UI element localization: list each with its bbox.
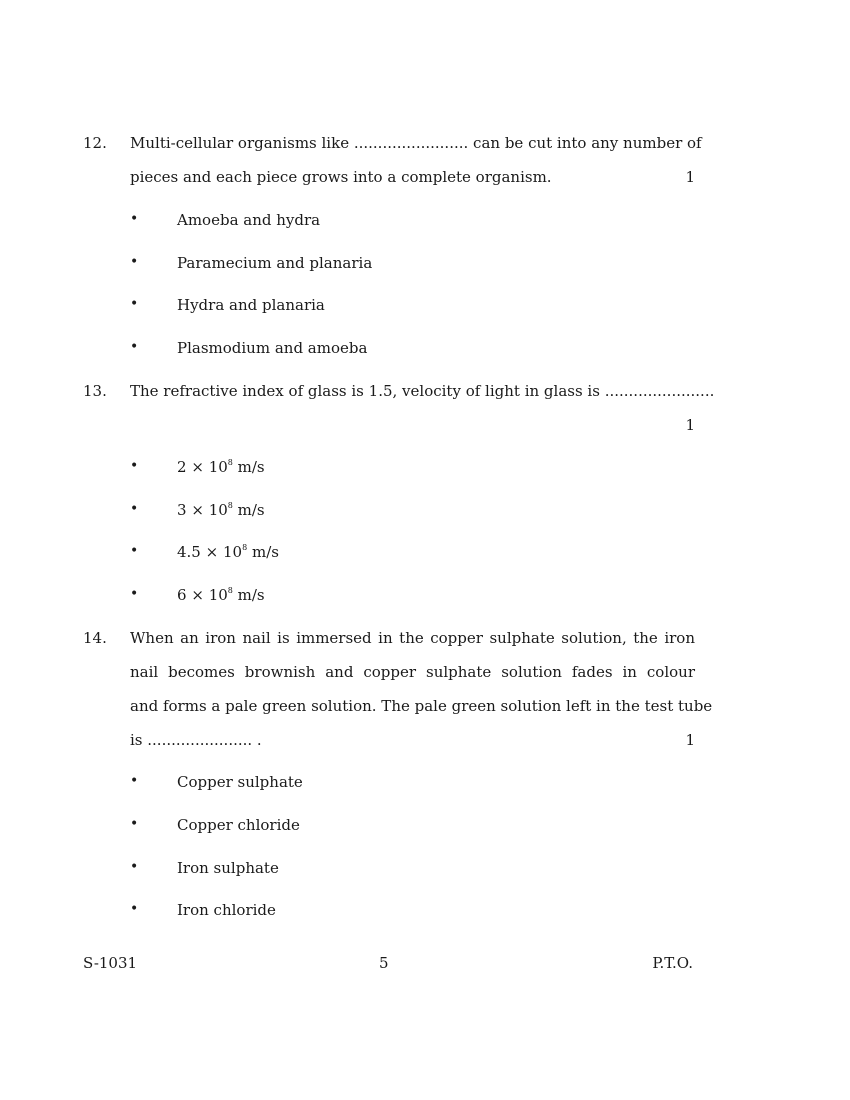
base: 10 [208, 586, 228, 604]
unit: m/s [237, 586, 265, 604]
exponent: 8 [227, 501, 233, 510]
question-text-line: When an iron nail is immersed in the copper sulphate solution, the iron [130, 629, 695, 647]
option-text [177, 586, 265, 604]
option-text [177, 501, 265, 519]
unit: m/s [251, 543, 279, 561]
option-text: Iron chloride [177, 901, 276, 919]
coefficient: 3 [177, 501, 187, 519]
bullet-icon: • [130, 458, 139, 474]
bullet-icon: • [130, 816, 139, 832]
times-sign: × [191, 458, 204, 476]
question-text-line: The refractive index of glass is 1.5, velocity of light in glass is ....................... [130, 382, 715, 400]
times-sign: × [205, 543, 219, 561]
option-text: Amoeba and hydra [177, 211, 321, 229]
page-number: 5 [379, 954, 389, 972]
bullet-icon: • [130, 254, 139, 270]
unit: m/s [237, 458, 265, 476]
option-text: Copper sulphate [177, 773, 303, 791]
coefficient: 6 [177, 586, 187, 604]
bullet-icon: • [130, 339, 139, 355]
option-text [177, 458, 265, 476]
exponent: 8 [227, 586, 233, 595]
bullet-icon: • [130, 586, 139, 602]
pto-note: P.T.O. [652, 954, 693, 972]
option-text: Copper chloride [177, 816, 300, 834]
marks: 1 [685, 168, 695, 186]
option-text: Hydra and planaria [177, 296, 325, 314]
exponent: 8 [227, 458, 233, 467]
question-text-line: and forms a pale green solution. The pale green solution left in the test tube [130, 697, 713, 715]
base: 10 [223, 543, 243, 561]
bullet-icon: • [130, 501, 139, 517]
marks: 1 [685, 731, 695, 749]
bullet-icon: • [130, 901, 139, 917]
bullet-icon: • [130, 543, 139, 559]
option-text [177, 543, 279, 561]
coefficient: 2 [177, 458, 187, 476]
bullet-icon: • [130, 296, 139, 312]
question-number: 13. [83, 382, 107, 400]
option-text: Paramecium and planaria [177, 254, 373, 272]
question-text-line: pieces and each piece grows into a complete organism. [130, 168, 552, 186]
coefficient: 4.5 [177, 543, 201, 561]
question-number: 12. [83, 134, 107, 152]
base: 10 [208, 458, 228, 476]
times-sign: × [191, 501, 204, 519]
exponent: 8 [242, 543, 248, 552]
unit: m/s [237, 501, 265, 519]
paper-code: S-1031 [83, 954, 138, 972]
question-number: 14. [83, 629, 107, 647]
bullet-icon: • [130, 773, 139, 789]
times-sign: × [191, 586, 204, 604]
base: 10 [208, 501, 228, 519]
question-text-line: is ...................... . [130, 731, 262, 749]
question-text-line: nail becomes brownish and copper sulphate solution fades in colour [130, 663, 695, 681]
marks: 1 [685, 416, 695, 434]
bullet-icon: • [130, 859, 139, 875]
bullet-icon: • [130, 211, 139, 227]
option-text: Plasmodium and amoeba [177, 339, 368, 357]
option-text: Iron sulphate [177, 859, 279, 877]
question-text-line: Multi-cellular organisms like ........................ can be cut into any number of [130, 134, 702, 152]
